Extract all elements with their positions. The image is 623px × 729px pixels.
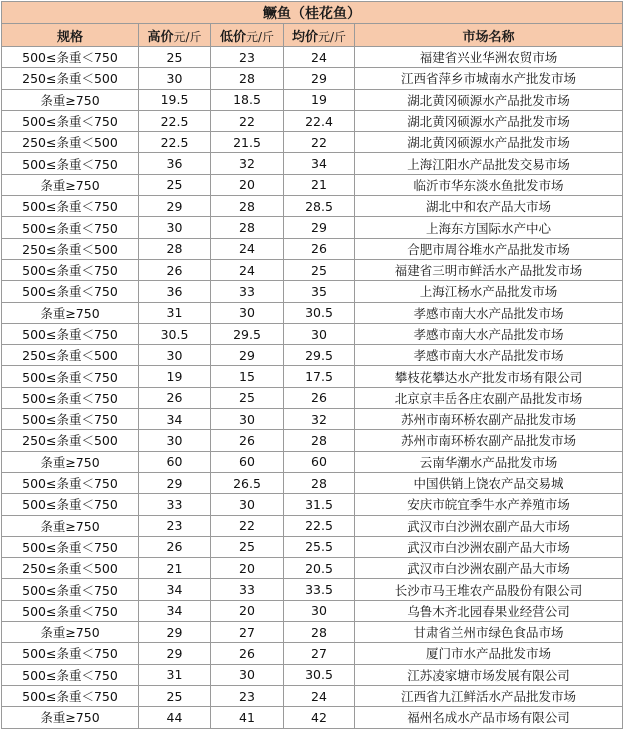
cell-avg: 32	[284, 409, 355, 430]
cell-market: 甘肃省兰州市绿色食品市场	[355, 622, 623, 643]
cell-avg: 17.5	[284, 366, 355, 387]
cell-low: 32	[211, 153, 284, 174]
cell-low: 20	[211, 558, 284, 579]
cell-spec: 500≤条重＜750	[2, 323, 139, 344]
table-row	[2, 110, 623, 131]
cell-high: 30	[139, 345, 211, 366]
cell-low: 30	[211, 409, 284, 430]
cell-spec: 500≤条重＜750	[2, 643, 139, 664]
cell-low: 26.5	[211, 472, 284, 493]
table-row	[2, 472, 623, 493]
cell-high: 29	[139, 472, 211, 493]
cell-market: 临沂市华东淡水鱼批发市场	[355, 174, 623, 195]
cell-avg: 22.4	[284, 110, 355, 131]
cell-spec: 500≤条重＜750	[2, 366, 139, 387]
cell-avg: 26	[284, 238, 355, 259]
cell-spec: 250≤条重＜500	[2, 558, 139, 579]
cell-market: 福建省兴业华洲农贸市场	[355, 47, 623, 68]
cell-high: 31	[139, 302, 211, 323]
cell-spec: 500≤条重＜750	[2, 494, 139, 515]
table-row	[2, 579, 623, 600]
cell-avg: 25	[284, 259, 355, 280]
cell-avg: 22.5	[284, 515, 355, 536]
cell-avg: 24	[284, 47, 355, 68]
cell-high: 23	[139, 515, 211, 536]
cell-spec: 500≤条重＜750	[2, 217, 139, 238]
cell-spec: 条重≥750	[2, 174, 139, 195]
table-row	[2, 302, 623, 323]
cell-spec: 500≤条重＜750	[2, 387, 139, 408]
cell-spec: 500≤条重＜750	[2, 110, 139, 131]
cell-spec: 250≤条重＜500	[2, 68, 139, 89]
cell-market: 上海江阳水产品批发交易市场	[355, 153, 623, 174]
cell-high: 19	[139, 366, 211, 387]
header-avg-label: 均价	[291, 29, 318, 45]
cell-low: 23	[211, 685, 284, 706]
cell-low: 28	[211, 196, 284, 217]
table-row	[2, 707, 623, 728]
table-row	[2, 451, 623, 472]
header-low-unit: 元/斤	[245, 29, 275, 44]
cell-spec: 250≤条重＜500	[2, 430, 139, 451]
table-row	[2, 259, 623, 280]
cell-avg: 30.5	[284, 302, 355, 323]
cell-low: 22	[211, 110, 284, 131]
table-row	[2, 47, 623, 68]
table-row	[2, 366, 623, 387]
cell-market: 苏州市南环桥农副产品批发市场	[355, 409, 623, 430]
cell-market: 苏州市南环桥农副产品批发市场	[355, 430, 623, 451]
cell-spec: 250≤条重＜500	[2, 132, 139, 153]
cell-market: 中国供销上饶农产品交易城	[355, 472, 623, 493]
table-row	[2, 68, 623, 89]
table-title-row	[2, 2, 623, 24]
cell-low: 22	[211, 515, 284, 536]
cell-avg: 21	[284, 174, 355, 195]
cell-spec: 500≤条重＜750	[2, 409, 139, 430]
cell-avg: 27	[284, 643, 355, 664]
table-row	[2, 132, 623, 153]
table-row	[2, 196, 623, 217]
cell-low: 29	[211, 345, 284, 366]
table-row	[2, 430, 623, 451]
cell-market: 上海江杨水产品批发市场	[355, 281, 623, 302]
cell-avg: 30.5	[284, 664, 355, 685]
table-row	[2, 558, 623, 579]
table-row	[2, 217, 623, 238]
cell-avg: 29	[284, 217, 355, 238]
cell-high: 44	[139, 707, 211, 728]
table-row	[2, 387, 623, 408]
table-title: 鳜鱼（桂花鱼）	[2, 2, 623, 24]
cell-high: 19.5	[139, 89, 211, 110]
cell-low: 15	[211, 366, 284, 387]
cell-high: 34	[139, 579, 211, 600]
cell-high: 34	[139, 409, 211, 430]
cell-avg: 33.5	[284, 579, 355, 600]
cell-market: 上海东方国际水产中心	[355, 217, 623, 238]
cell-avg: 28	[284, 430, 355, 451]
cell-market: 江西省萍乡市城南水产批发市场	[355, 68, 623, 89]
cell-avg: 29.5	[284, 345, 355, 366]
cell-market: 江西省九江鲜活水产品批发市场	[355, 685, 623, 706]
cell-avg: 28.5	[284, 196, 355, 217]
cell-high: 22.5	[139, 110, 211, 131]
price-table-container	[1, 1, 622, 725]
header-low-label: 低价	[219, 29, 246, 45]
cell-spec: 500≤条重＜750	[2, 579, 139, 600]
cell-spec: 250≤条重＜500	[2, 345, 139, 366]
cell-market: 武汉市白沙洲农副产品大市场	[355, 558, 623, 579]
cell-avg: 22	[284, 132, 355, 153]
cell-low: 18.5	[211, 89, 284, 110]
cell-spec: 250≤条重＜500	[2, 238, 139, 259]
cell-market: 孝感市南大水产品批发市场	[355, 345, 623, 366]
cell-avg: 20.5	[284, 558, 355, 579]
cell-spec: 500≤条重＜750	[2, 600, 139, 621]
cell-avg: 24	[284, 685, 355, 706]
table-row	[2, 174, 623, 195]
cell-high: 30	[139, 68, 211, 89]
table-row	[2, 89, 623, 110]
cell-avg: 34	[284, 153, 355, 174]
cell-market: 武汉市白沙洲农副产品大市场	[355, 536, 623, 557]
cell-low: 24	[211, 238, 284, 259]
header-high-unit: 元/斤	[173, 29, 202, 44]
cell-spec: 条重≥750	[2, 707, 139, 728]
cell-market: 湖北黄冈硕源水产品批发市场	[355, 110, 623, 131]
cell-market: 长沙市马王堆农产品股份有限公司	[355, 579, 623, 600]
table-row	[2, 409, 623, 430]
cell-avg: 28	[284, 622, 355, 643]
header-high	[139, 24, 211, 47]
table-row	[2, 494, 623, 515]
cell-low: 20	[211, 600, 284, 621]
cell-market: 湖北黄冈硕源水产品批发市场	[355, 89, 623, 110]
cell-avg: 19	[284, 89, 355, 110]
cell-high: 30	[139, 430, 211, 451]
table-row	[2, 664, 623, 685]
table-row	[2, 238, 623, 259]
header-spec: 规格	[2, 24, 139, 47]
cell-market: 湖北黄冈硕源水产品批发市场	[355, 132, 623, 153]
cell-high: 31	[139, 664, 211, 685]
cell-high: 33	[139, 494, 211, 515]
table-row	[2, 153, 623, 174]
cell-market: 湖北中和农产品大市场	[355, 196, 623, 217]
cell-spec: 500≤条重＜750	[2, 472, 139, 493]
header-high-label: 高价	[147, 29, 174, 45]
cell-low: 29.5	[211, 323, 284, 344]
cell-high: 29	[139, 622, 211, 643]
cell-spec: 条重≥750	[2, 302, 139, 323]
cell-spec: 500≤条重＜750	[2, 281, 139, 302]
cell-avg: 30	[284, 600, 355, 621]
price-table	[1, 1, 623, 729]
cell-low: 30	[211, 664, 284, 685]
cell-spec: 500≤条重＜750	[2, 196, 139, 217]
cell-market: 攀枝花攀达水产批发市场有限公司	[355, 366, 623, 387]
cell-spec: 500≤条重＜750	[2, 685, 139, 706]
cell-avg: 28	[284, 472, 355, 493]
cell-low: 20	[211, 174, 284, 195]
cell-high: 25	[139, 685, 211, 706]
cell-high: 30.5	[139, 323, 211, 344]
cell-low: 60	[211, 451, 284, 472]
cell-market: 武汉市白沙洲农副产品大市场	[355, 515, 623, 536]
cell-market: 孝感市南大水产品批发市场	[355, 302, 623, 323]
table-row	[2, 685, 623, 706]
cell-spec: 条重≥750	[2, 451, 139, 472]
cell-low: 41	[211, 707, 284, 728]
cell-market: 安庆市皖宜季牛水产养殖市场	[355, 494, 623, 515]
cell-high: 26	[139, 387, 211, 408]
cell-market: 福州名成水产品市场有限公司	[355, 707, 623, 728]
cell-spec: 500≤条重＜750	[2, 153, 139, 174]
cell-high: 25	[139, 174, 211, 195]
table-row	[2, 622, 623, 643]
cell-avg: 29	[284, 68, 355, 89]
cell-low: 25	[211, 536, 284, 557]
table-row	[2, 323, 623, 344]
cell-low: 28	[211, 217, 284, 238]
cell-low: 24	[211, 259, 284, 280]
cell-market: 北京京丰岳各庄农副产品批发市场	[355, 387, 623, 408]
cell-high: 60	[139, 451, 211, 472]
cell-low: 21.5	[211, 132, 284, 153]
table-row	[2, 600, 623, 621]
cell-spec: 条重≥750	[2, 515, 139, 536]
cell-high: 22.5	[139, 132, 211, 153]
header-avg-unit: 元/斤	[317, 29, 347, 44]
cell-low: 33	[211, 281, 284, 302]
cell-high: 21	[139, 558, 211, 579]
cell-market: 云南华潮水产品批发市场	[355, 451, 623, 472]
table-row	[2, 536, 623, 557]
cell-high: 36	[139, 281, 211, 302]
cell-low: 25	[211, 387, 284, 408]
cell-spec: 500≤条重＜750	[2, 536, 139, 557]
table-row	[2, 345, 623, 366]
cell-avg: 60	[284, 451, 355, 472]
cell-high: 34	[139, 600, 211, 621]
cell-low: 26	[211, 430, 284, 451]
cell-low: 33	[211, 579, 284, 600]
cell-high: 29	[139, 643, 211, 664]
table-row	[2, 643, 623, 664]
cell-spec: 条重≥750	[2, 89, 139, 110]
cell-market: 江苏凌家塘市场发展有限公司	[355, 664, 623, 685]
cell-high: 28	[139, 238, 211, 259]
cell-avg: 26	[284, 387, 355, 408]
cell-avg: 30	[284, 323, 355, 344]
cell-avg: 35	[284, 281, 355, 302]
cell-spec: 500≤条重＜750	[2, 664, 139, 685]
cell-low: 26	[211, 643, 284, 664]
cell-low: 28	[211, 68, 284, 89]
cell-low: 30	[211, 302, 284, 323]
header-market: 市场名称	[355, 24, 623, 47]
header-avg	[284, 24, 355, 47]
cell-avg: 31.5	[284, 494, 355, 515]
cell-high: 26	[139, 536, 211, 557]
cell-high: 36	[139, 153, 211, 174]
cell-high: 25	[139, 47, 211, 68]
cell-spec: 500≤条重＜750	[2, 47, 139, 68]
cell-low: 27	[211, 622, 284, 643]
header-low	[211, 24, 284, 47]
table-row	[2, 515, 623, 536]
cell-avg: 42	[284, 707, 355, 728]
cell-market: 孝感市南大水产品批发市场	[355, 323, 623, 344]
cell-low: 23	[211, 47, 284, 68]
cell-high: 29	[139, 196, 211, 217]
table-row	[2, 281, 623, 302]
cell-high: 26	[139, 259, 211, 280]
table-body	[2, 47, 623, 729]
cell-high: 30	[139, 217, 211, 238]
cell-spec: 500≤条重＜750	[2, 259, 139, 280]
cell-spec: 条重≥750	[2, 622, 139, 643]
cell-low: 30	[211, 494, 284, 515]
cell-avg: 25.5	[284, 536, 355, 557]
table-header-row	[2, 24, 623, 47]
cell-market: 合肥市周谷堆水产品批发市场	[355, 238, 623, 259]
cell-market: 福建省三明市鲜活水产品批发市场	[355, 259, 623, 280]
cell-market: 乌鲁木齐北园春果业经营公司	[355, 600, 623, 621]
cell-market: 厦门市水产品批发市场	[355, 643, 623, 664]
